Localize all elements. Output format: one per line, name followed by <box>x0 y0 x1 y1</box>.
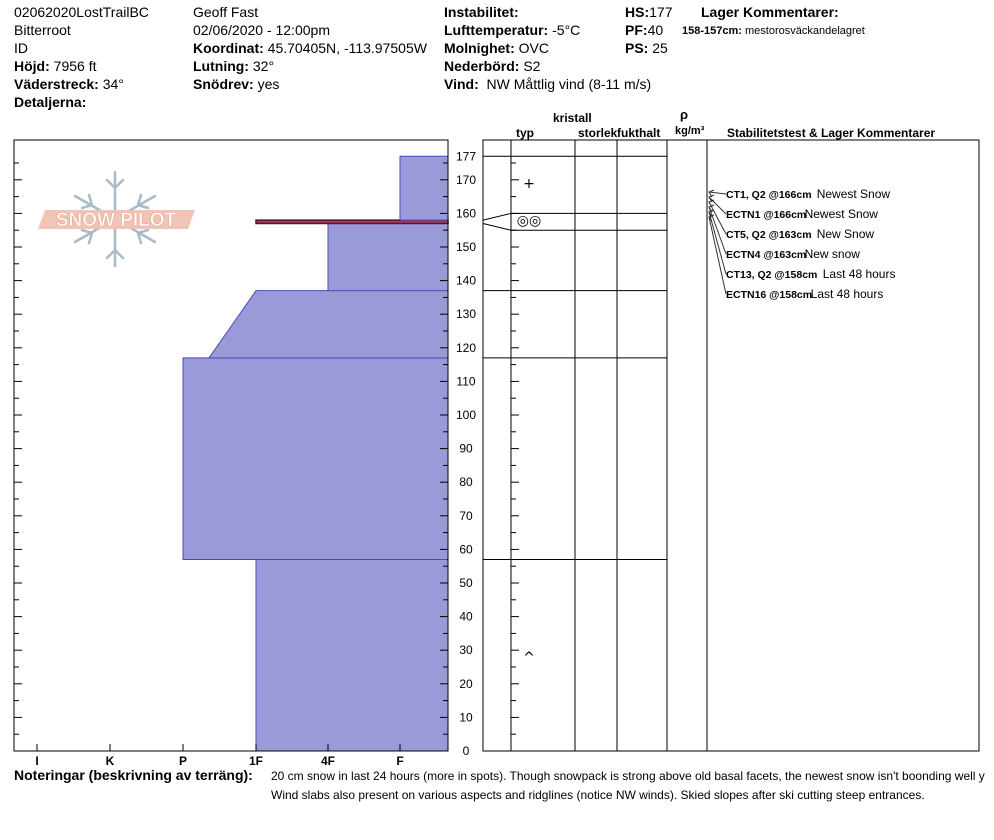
instability-label: Instabilitet: <box>444 4 519 20</box>
wind-label: Vind: <box>444 76 479 92</box>
stability-test-label: ECTN16 @158cm <box>726 289 813 301</box>
observer: Geoff Fast <box>193 4 259 20</box>
crystal-header: kristall <box>553 111 592 125</box>
y-tick-label: 177 <box>455 149 477 164</box>
ps-value: 25 <box>652 40 668 56</box>
density-unit-header: kg/m³ <box>675 125 705 137</box>
hardness-layer <box>183 358 448 560</box>
x-tick-label: P <box>178 754 188 768</box>
stability-test-comment: Newest Snow <box>816 187 891 201</box>
datetime: 02/06/2020 - 12:00pm <box>193 22 330 38</box>
rho-header: ρ <box>680 107 689 122</box>
wind-value: NW Måttlig vind (8-11 m/s) <box>486 76 652 92</box>
details-label: Detaljerna: <box>14 94 87 110</box>
y-tick-label: 40 <box>459 609 473 624</box>
airtemp-label: Lufttemperatur: <box>444 22 549 38</box>
y-tick-label: 130 <box>455 307 477 322</box>
snowpilot-logo <box>38 210 195 231</box>
stability-tests <box>709 187 895 301</box>
y-tick-label: 20 <box>459 676 473 691</box>
notes-label: Noteringar (beskrivning av terräng): <box>14 767 253 783</box>
y-tick-label: 0 <box>462 744 470 758</box>
sky-value: OVC <box>518 40 549 56</box>
sky-label: Molnighet: <box>444 40 515 56</box>
notes-line-1: 20 cm snow in last 24 hours (more in spots). Though snowpack is strong above old basal facets, the newest snow isn't boonding well y <box>271 769 985 783</box>
precip-label: Nederbörd: <box>444 58 520 74</box>
site-name: 02062020LostTrailBC <box>14 4 149 20</box>
x-tick-label: K <box>105 754 115 768</box>
ps-label: PS: <box>625 40 649 56</box>
grain-symbols <box>517 176 541 666</box>
hardness-layer <box>328 223 448 290</box>
moisture-header: fukthalt <box>617 126 661 140</box>
aspect-label: Väderstreck: <box>14 76 99 92</box>
type-header: typ <box>516 126 534 140</box>
stability-test-comment: Newest Snow <box>804 207 878 221</box>
stability-test-label: ECTN4 @163cm <box>726 249 807 261</box>
precip-value: S2 <box>523 58 541 74</box>
hs-label: HS: <box>625 4 650 20</box>
stability-test-label: CT1, Q2 @166cm <box>726 189 812 201</box>
elevation-value: 7956 ft <box>53 58 97 74</box>
size-header: storlek <box>578 126 618 140</box>
y-tick-label: 160 <box>455 206 477 221</box>
weak-layer-bar <box>256 220 448 223</box>
y-tick-label: 60 <box>459 542 473 557</box>
layer-comment-text: mestorosväckandelagret <box>745 25 865 37</box>
hardness-layer <box>400 156 448 220</box>
x-tick-label: I <box>35 754 39 768</box>
y-tick-label: 100 <box>455 408 477 422</box>
layer-comment-range: 158-157cm: <box>682 25 742 37</box>
coordinate-label: Koordinat: <box>193 40 264 56</box>
pf-label: PF: <box>625 22 648 38</box>
layer-comments-title: Lager Kommentarer: <box>701 4 839 20</box>
y-tick-label: 110 <box>456 374 476 389</box>
grain-symbol: + <box>523 176 535 193</box>
grain-symbol: ◎◎ <box>516 213 542 230</box>
y-tick-label: 140 <box>455 273 477 288</box>
grain-symbol: ^ <box>523 649 535 666</box>
x-tick-label: F <box>396 754 404 768</box>
y-tick-label: 30 <box>459 643 473 658</box>
snowpilot-logo-text: SNOW PILOT <box>55 210 177 231</box>
y-tick-label: 150 <box>455 240 477 254</box>
slope-label: Lutning: <box>193 58 249 74</box>
y-tick-label: 170 <box>455 172 477 187</box>
drift-label: Snödrev: <box>193 76 254 92</box>
x-tick-label: 1F <box>248 754 264 768</box>
stability-test-label: ECTN1 @166cm <box>726 209 807 221</box>
y-tick-label: 120 <box>455 340 477 355</box>
notes-line-2: Wind slabs also present on various aspects and ridglines (notice NW winds). Skied slopes after ski cutting steep entrances. <box>271 788 925 802</box>
hardness-layer <box>209 291 448 358</box>
stability-test-comment: Last 48 hours <box>810 287 884 301</box>
hs-value: 177 <box>649 4 673 20</box>
stability-header: Stabilitetstest & Lager Kommentarer <box>727 126 936 140</box>
hardness-layer <box>256 559 448 751</box>
drift-value: yes <box>257 76 280 92</box>
hardness-layers <box>183 156 448 751</box>
stability-test-label: CT13, Q2 @158cm <box>726 269 818 281</box>
pf-value: 40 <box>647 22 664 38</box>
range-name: Bitterroot <box>14 22 71 38</box>
stability-arrow <box>709 192 726 194</box>
elevation-label: Höjd: <box>14 58 50 74</box>
airtemp-value: -5°C <box>552 22 581 38</box>
y-tick-label: 90 <box>459 441 473 456</box>
coordinate-value: 45.70405N, -113.97505W <box>267 40 427 56</box>
y-tick-label: 50 <box>459 576 473 590</box>
stability-test-comment: Last 48 hours <box>822 267 896 281</box>
stability-test-comment: New Snow <box>816 227 875 241</box>
y-tick-label: 10 <box>459 710 473 725</box>
y-tick-label: 70 <box>459 508 473 523</box>
aspect-value: 34° <box>102 76 124 92</box>
stability-test-label: CT5, Q2 @163cm <box>726 229 812 241</box>
state-name: ID <box>14 40 28 56</box>
y-tick-label: 80 <box>459 475 473 490</box>
x-tick-label: 4F <box>320 754 336 768</box>
stability-test-comment: New snow <box>804 247 860 261</box>
slope-value: 32° <box>252 58 275 74</box>
